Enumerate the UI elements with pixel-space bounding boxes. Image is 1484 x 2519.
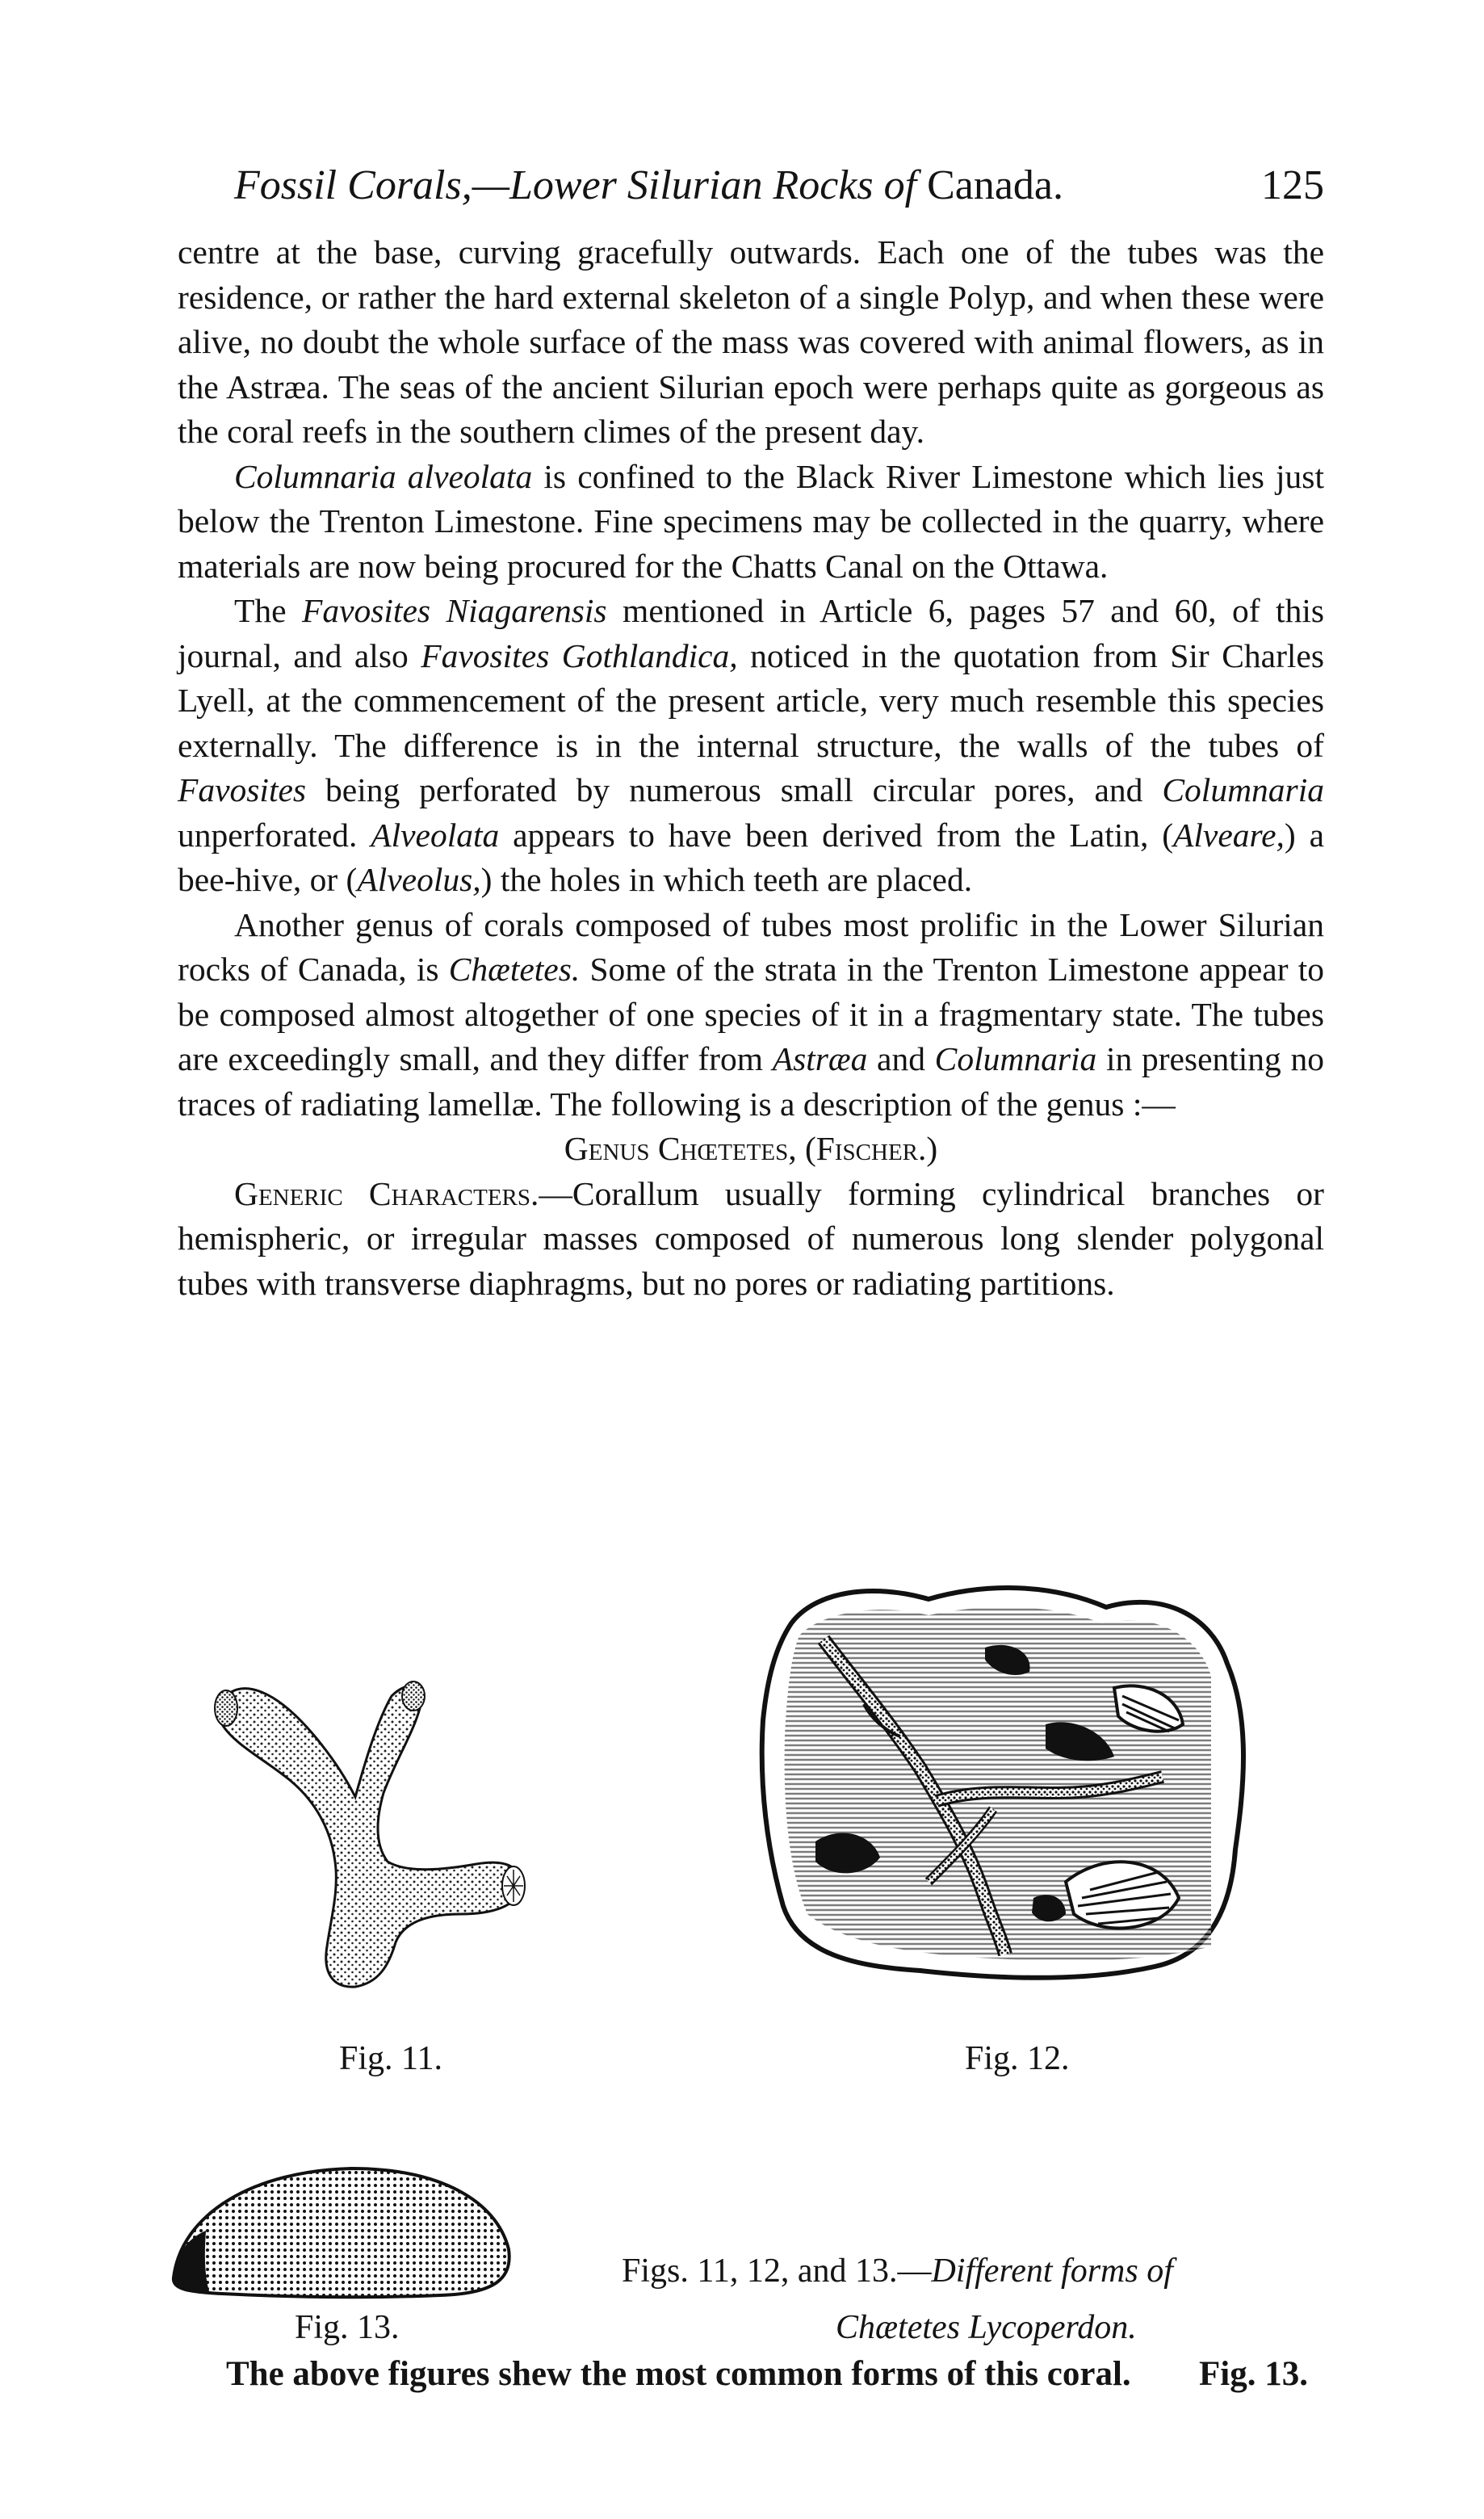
paragraph-4 [178, 903, 1324, 1127]
paragraph-3-text-c: noticed in the quotation from Sir Charles Lyell, at the commencement of the present article, very much resemble this species externally. The difference is in the internal structure, the walls of the tubes of [178, 636, 1324, 764]
group-caption-text: Figs. 11, 12, and 13.— [622, 2252, 932, 2290]
figures-group-caption-line-2 [836, 2308, 1137, 2347]
paragraph-4-text-a: Another genus of corals composed of tubes most prolific in the Lower Silurian rocks of Canada, is [178, 905, 1324, 988]
paragraph-4-text-d: in presenting no traces of radiating lamellæ. The following is a description of the genus :— [178, 1040, 1325, 1123]
paragraph-3-text-e: unperforated. [178, 816, 371, 854]
paragraph-3-text-d: being perforated by numerous small circular pores, and [306, 771, 1163, 808]
italic-term: Chætetes. [448, 951, 581, 988]
figures-footer-note [226, 2354, 1324, 2394]
body-text [178, 230, 1324, 1306]
generic-characters [178, 1172, 1324, 1307]
paragraph-3-text-h: ) the holes in which teeth are placed. [480, 861, 973, 898]
italic-term: Alveare, [1173, 816, 1285, 854]
generic-characters-text: —Corallum usually forming cylindrical branches or hemispheric, or irregular masses composed of numerous long slender polygonal tubes with transverse diaphragms, but no pores or radiating partitions. [178, 1174, 1324, 1302]
paragraph-1: centre at the base, curving gracefully outwards. Each one of the tubes was the residence, or rather the hard external skeleton of a single Polyp, and when these were alive, no doubt the whole surface of the mass was covered with animal flowers, as in the Astræa. The seas of the ancient Silurian epoch were perhaps quite as gorgeous as the coral reefs in the southern climes of the present day. [178, 233, 1324, 450]
generic-characters-label: Generic Characters. [234, 1174, 539, 1212]
italic-term: Columnaria [934, 1040, 1097, 1077]
paragraph-3 [178, 589, 1324, 903]
header-title-part-c: Canada. [916, 162, 1064, 208]
paragraph-3-text-b: mentioned in Article 6, pages 57 and 60, of this journal, and also [178, 592, 1325, 674]
header-title-part-b: —Lower Silurian Rocks of [472, 162, 917, 208]
header-title-part-a: Fossil Corals, [234, 162, 472, 208]
italic-term: Alveolus, [357, 861, 481, 898]
paragraph-3-text-g: ) a bee-hive, or ( [178, 816, 1324, 898]
figures-group-caption-line-1 [622, 2252, 1173, 2290]
italic-term: Alveolata [371, 816, 500, 854]
running-header [234, 153, 1324, 218]
footer-note-text: The above figures shew the most common forms of this coral. [226, 2355, 1131, 2393]
fig-13-hemispheric-mass-illustration [166, 2156, 521, 2306]
italic-term: Favosites Gothlandica, [421, 636, 738, 674]
italic-term: Columnaria alveolata [234, 457, 533, 495]
fig-13-caption: Fig. 13. [295, 2309, 400, 2346]
italic-term: Columnaria [1162, 771, 1324, 808]
paragraph-2-text: is confined to the Black River Limestone which lies just below the Trenton Limestone. Fine specimens may be collected in the quarry, where materials are now being procured for the Chatts Canal on the Ottawa. [178, 457, 1324, 585]
group-caption-italic: Different forms of [931, 2252, 1173, 2290]
paragraph-2 [178, 455, 1324, 590]
paragraph-3-text-f: appears to have been derived from the Latin, ( [499, 816, 1174, 854]
fig-11-branching-coral-illustration [202, 1648, 589, 2003]
paragraph-4-text-b: Some of the strata in the Trenton Limestone appear to be composed almost altogether of one species of it in a fragmentary state. The tubes are exceedingly small, and they differ from [178, 951, 1324, 1077]
species-name: Chætetes Lycoperdon. [836, 2309, 1137, 2346]
header-title [234, 153, 1063, 218]
fig-11-caption: Fig. 11. [339, 2040, 442, 2077]
fig-12-rock-slab-illustration [727, 1559, 1276, 1995]
italic-term: Favosites Niagarensis [301, 592, 607, 629]
fig-12-caption: Fig. 12. [965, 2040, 1070, 2077]
paragraph-4-text-c: and [867, 1040, 935, 1077]
italic-term: Favosites [178, 771, 307, 808]
page-number: 125 [1261, 162, 1324, 208]
italic-term: Astræa [772, 1040, 868, 1077]
paragraph-3-text-a: The [234, 592, 302, 629]
footer-figure-ref: Fig. 13. [1199, 2355, 1308, 2393]
genus-heading: Genus Chœtetes, (Fischer.) [564, 1130, 938, 1167]
